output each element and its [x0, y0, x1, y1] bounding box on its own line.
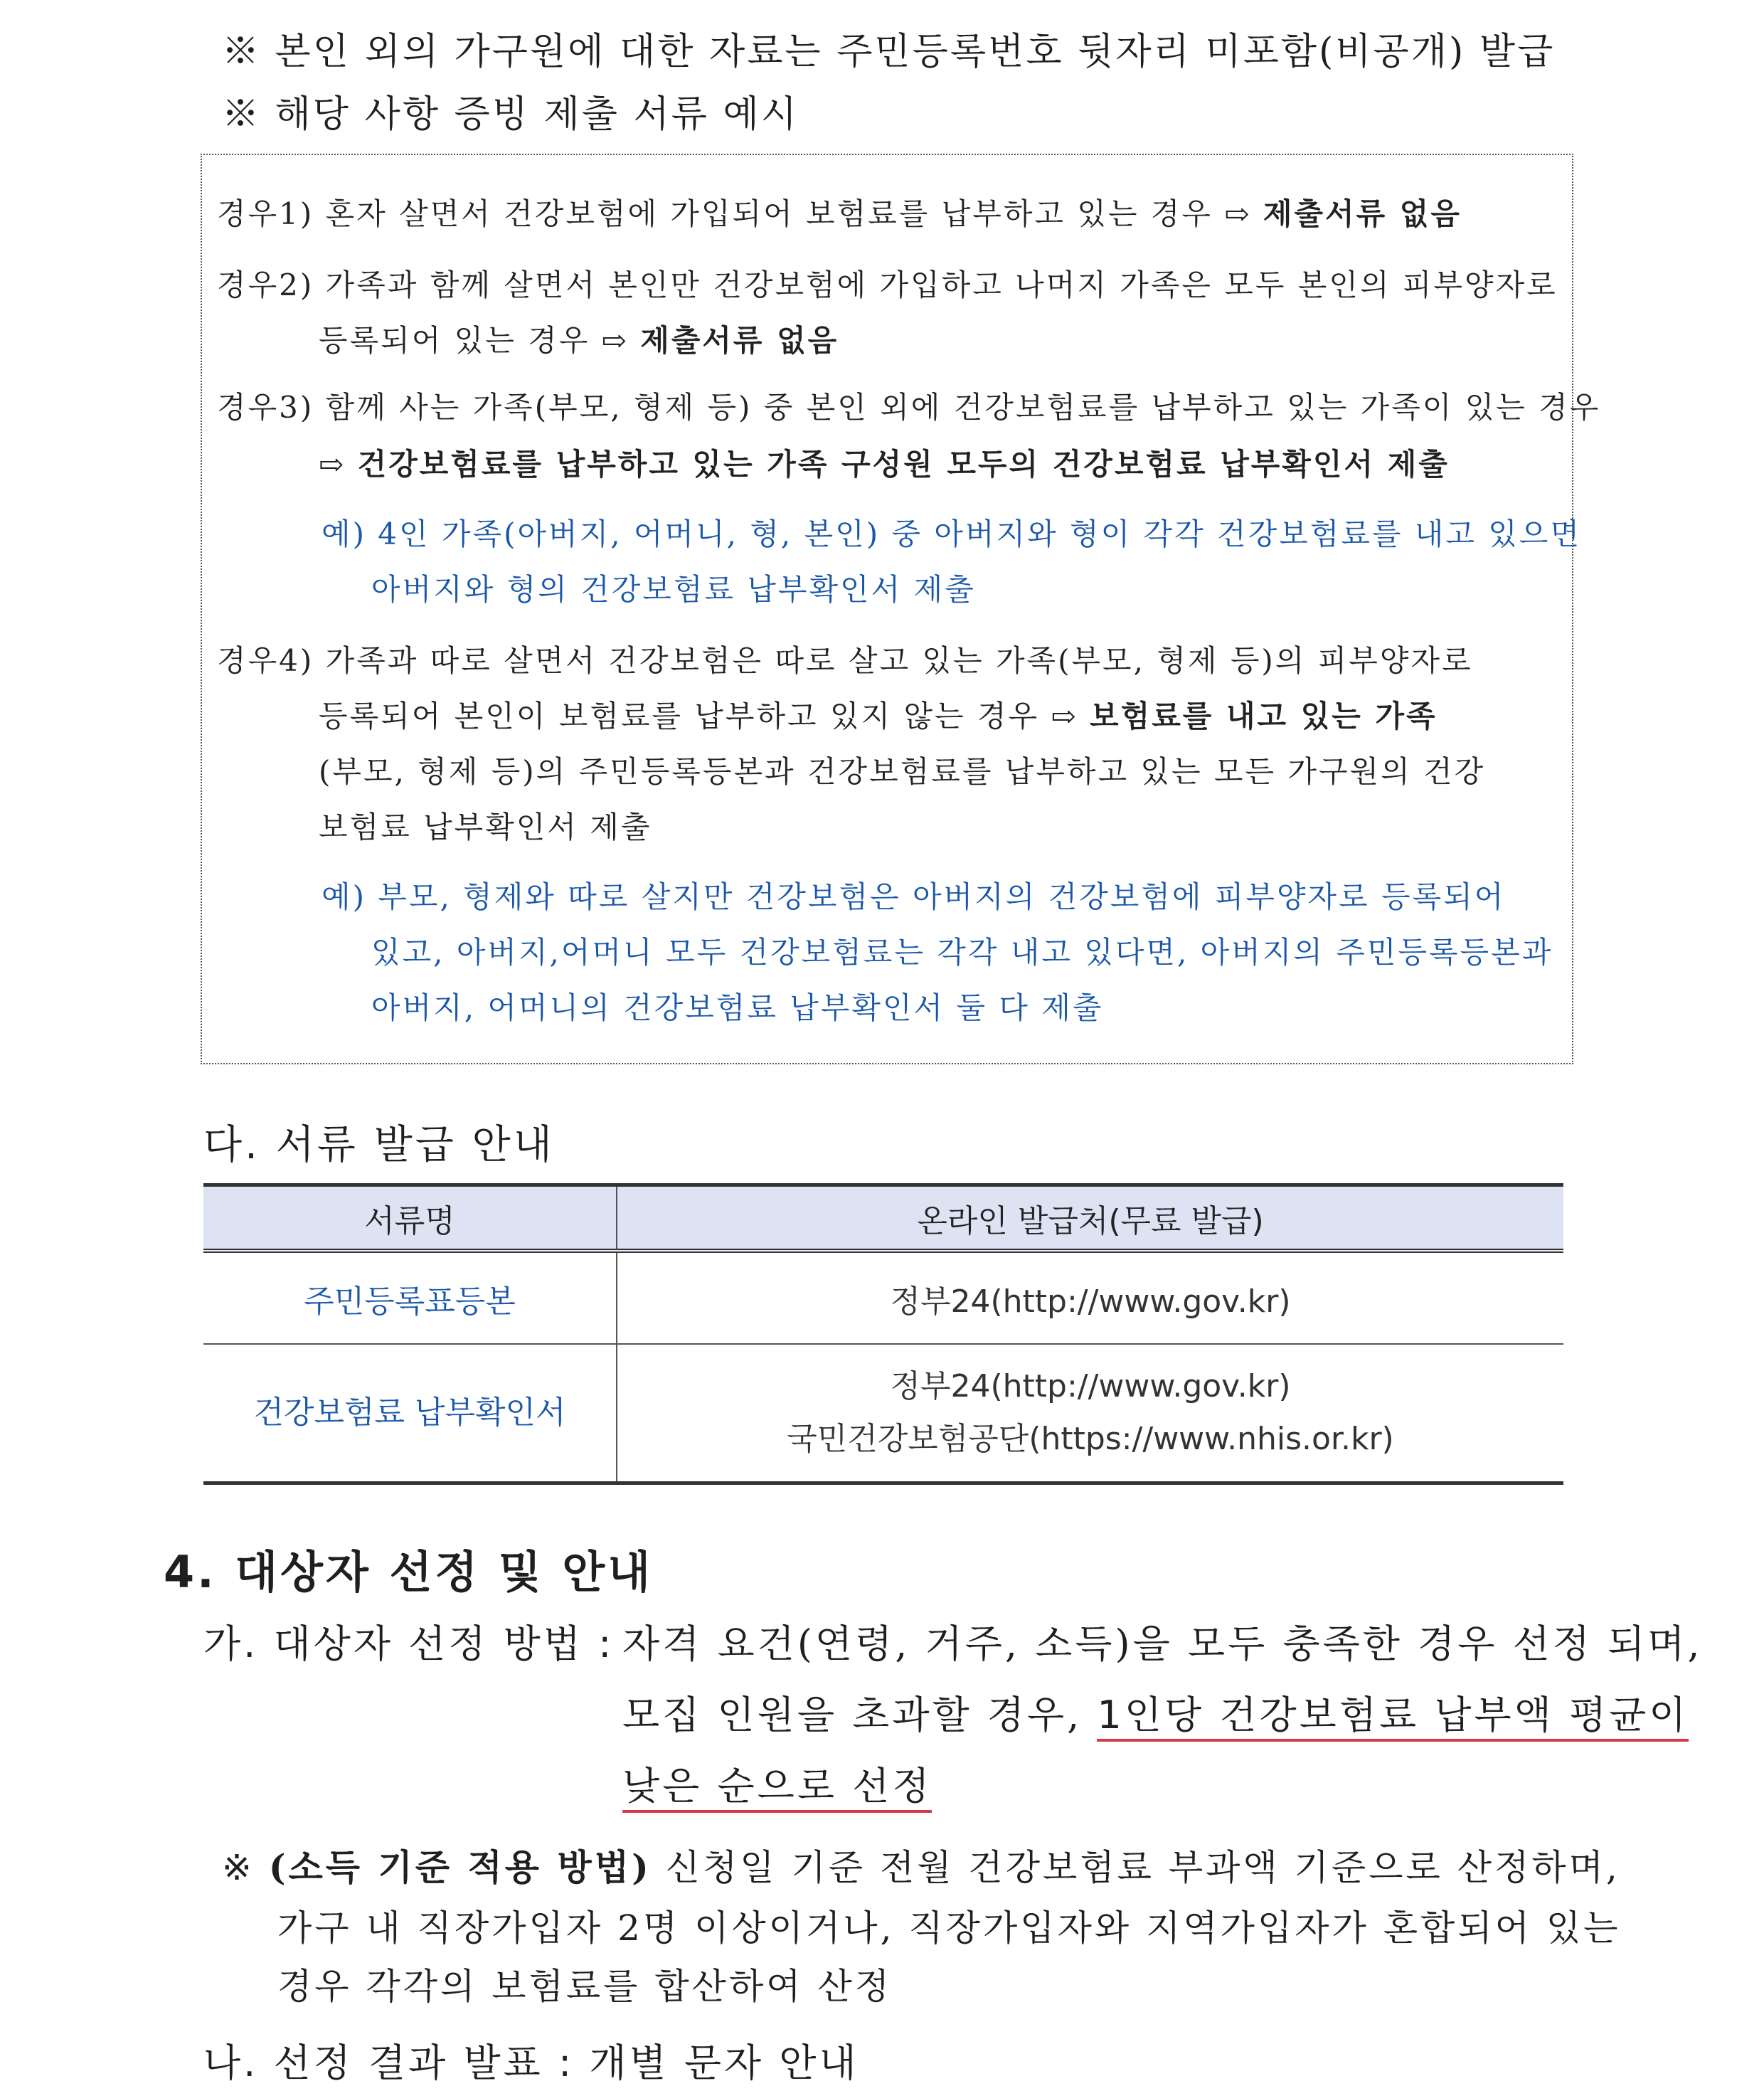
case1-row — [217, 191, 1462, 233]
case4-row2 — [319, 693, 1438, 736]
case3-line1: 함께 사는 가족(부모, 형제 등) 중 본인 외에 건강보험료를 납부하고 있는 가족이 있는 경우 — [325, 390, 1601, 425]
case3-result-row — [319, 441, 1450, 484]
table-cell-doc-name: 건강보험료 납부확인서 — [203, 1344, 617, 1483]
table-header-row — [203, 1185, 1563, 1251]
section4-na-label: 나. 선정 결과 발표 : — [203, 2040, 575, 2085]
section4-ga-highlight: 1인당 건강보험료 납부액 평균이 — [1097, 1693, 1689, 1742]
note-bold-heading: (소득 기준 적용 방법) — [268, 1846, 652, 1888]
section4-na-row — [203, 2033, 859, 2087]
case4-example-line2: 있고, 아버지,어머니 모두 건강보험료는 각각 내고 있다면, 아버지의 주민등록등본과 — [371, 935, 1553, 970]
case1-label: 경우1) — [217, 196, 314, 231]
table-row — [203, 1344, 1563, 1483]
case4-example-line1: 예) 부모, 형제와 따로 살지만 건강보험은 아버지의 건강보험에 피부양자로 등록되어 — [322, 879, 1506, 914]
case1-text: 혼자 살면서 건강보험에 가입되어 보험료를 납부하고 있는 경우 — [325, 196, 1213, 231]
case4-label: 경우4) — [217, 643, 314, 678]
case4-example-line3: 아버지, 어머니의 건강보험료 납부확인서 둘 다 제출 — [371, 990, 1104, 1025]
section-da-title: 다. 서류 발급 안내 — [203, 1122, 555, 1168]
arrow-icon: ⇨ — [1051, 699, 1078, 734]
section4-note-line3: 경우 각각의 보험료를 합산하여 산정 — [277, 1966, 893, 2007]
case4-line2b: 보험료를 내고 있는 가족 — [1090, 699, 1438, 734]
section4-ga-label: 가. 대상자 선정 방법 : — [203, 1621, 615, 1666]
table-header-online-source: 온라인 발급처(무료 발급) — [617, 1185, 1563, 1251]
table-cell-source: 정부24(http://www.gov.kr) — [617, 1251, 1563, 1344]
section4-ga-line1: 자격 요건(연령, 거주, 소득)을 모두 충족한 경우 선정 되며, — [622, 1621, 1703, 1666]
table-cell-source: 정부24(http://www.gov.kr) — [890, 1368, 1291, 1404]
arrow-icon: ⇨ — [601, 323, 629, 358]
table-header-doc-name: 서류명 — [203, 1185, 617, 1251]
section4-title: 4. 대상자 선정 및 안내 — [164, 1546, 654, 1598]
section4-ga-highlight-end: 낮은 순으로 선정 — [622, 1764, 932, 1813]
case3-example-line2: 아버지와 형의 건강보험료 납부확인서 제출 — [371, 572, 976, 607]
case2-line1: 가족과 함께 살면서 본인만 건강보험에 가입하고 나머지 가족은 모두 본인의 피부양자로 — [325, 268, 1558, 302]
note-mark: ※ — [222, 1847, 255, 1888]
case3-label: 경우3) — [217, 390, 314, 425]
case4-line4: 보험료 납부확인서 제출 — [319, 810, 652, 845]
note-text-line1: 신청일 기준 전월 건강보험료 부과액 기준으로 산정하며, — [665, 1847, 1620, 1888]
case3-result: 건강보험료를 납부하고 있는 가족 구성원 모두의 건강보험료 납부확인서 제출 — [357, 447, 1450, 482]
case4-line2a: 등록되어 본인이 보험료를 납부하고 있지 않는 경우 — [319, 699, 1040, 734]
case3-row — [217, 384, 1600, 427]
case2-result: 제출서류 없음 — [640, 323, 839, 358]
case4-row — [217, 637, 1473, 680]
section4-note-line2: 가구 내 직장가입자 2명 이상이거나, 직장가입자와 지역가입자가 혼합되어 있는 — [277, 1907, 1621, 1949]
table-cell-doc-name: 주민등록표등본 — [203, 1251, 617, 1344]
section4-ga-line2 — [622, 1685, 1689, 1740]
case4-line1: 가족과 따로 살면서 건강보험은 따로 살고 있는 가족(부모, 형제 등)의 피부양자로 — [325, 643, 1473, 678]
case2-label: 경우2) — [217, 268, 314, 302]
arrow-icon: ⇨ — [319, 447, 346, 482]
section4-ga-line2a: 모집 인원을 초과할 경우, — [622, 1693, 1083, 1737]
table-row — [203, 1251, 1563, 1344]
table-cell-source: 국민건강보험공단(https://www.nhis.or.kr) — [787, 1421, 1394, 1457]
case2-line2: 등록되어 있는 경우 — [319, 323, 590, 358]
document-issuance-table — [203, 1183, 1563, 1485]
case2-row — [217, 262, 1558, 305]
case3-example-line1: 예) 4인 가족(아버지, 어머니, 형, 본인) 중 아버지와 형이 각각 건강보험료를 내고 있으면 — [322, 517, 1582, 551]
note-proof-examples: ※ 해당 사항 증빙 제출 서류 예시 — [222, 93, 799, 136]
arrow-icon: ⇨ — [1224, 196, 1252, 231]
section4-na-text: 개별 문자 안내 — [589, 2040, 859, 2085]
case1-result: 제출서류 없음 — [1263, 196, 1462, 231]
section4-note-line1 — [222, 1839, 1620, 1890]
note-non-self-household: ※ 본인 외의 가구원에 대한 자료는 주민등록번호 뒷자리 미포함(비공개) 발급 — [222, 31, 1556, 73]
section4-ga-line3 — [622, 1756, 932, 1811]
case2-row2 — [319, 317, 839, 360]
case4-line3: (부모, 형제 등)의 주민등록등본과 건강보험료를 납부하고 있는 모든 가구원의 건강 — [319, 754, 1486, 789]
table-cell-sources — [617, 1344, 1563, 1483]
